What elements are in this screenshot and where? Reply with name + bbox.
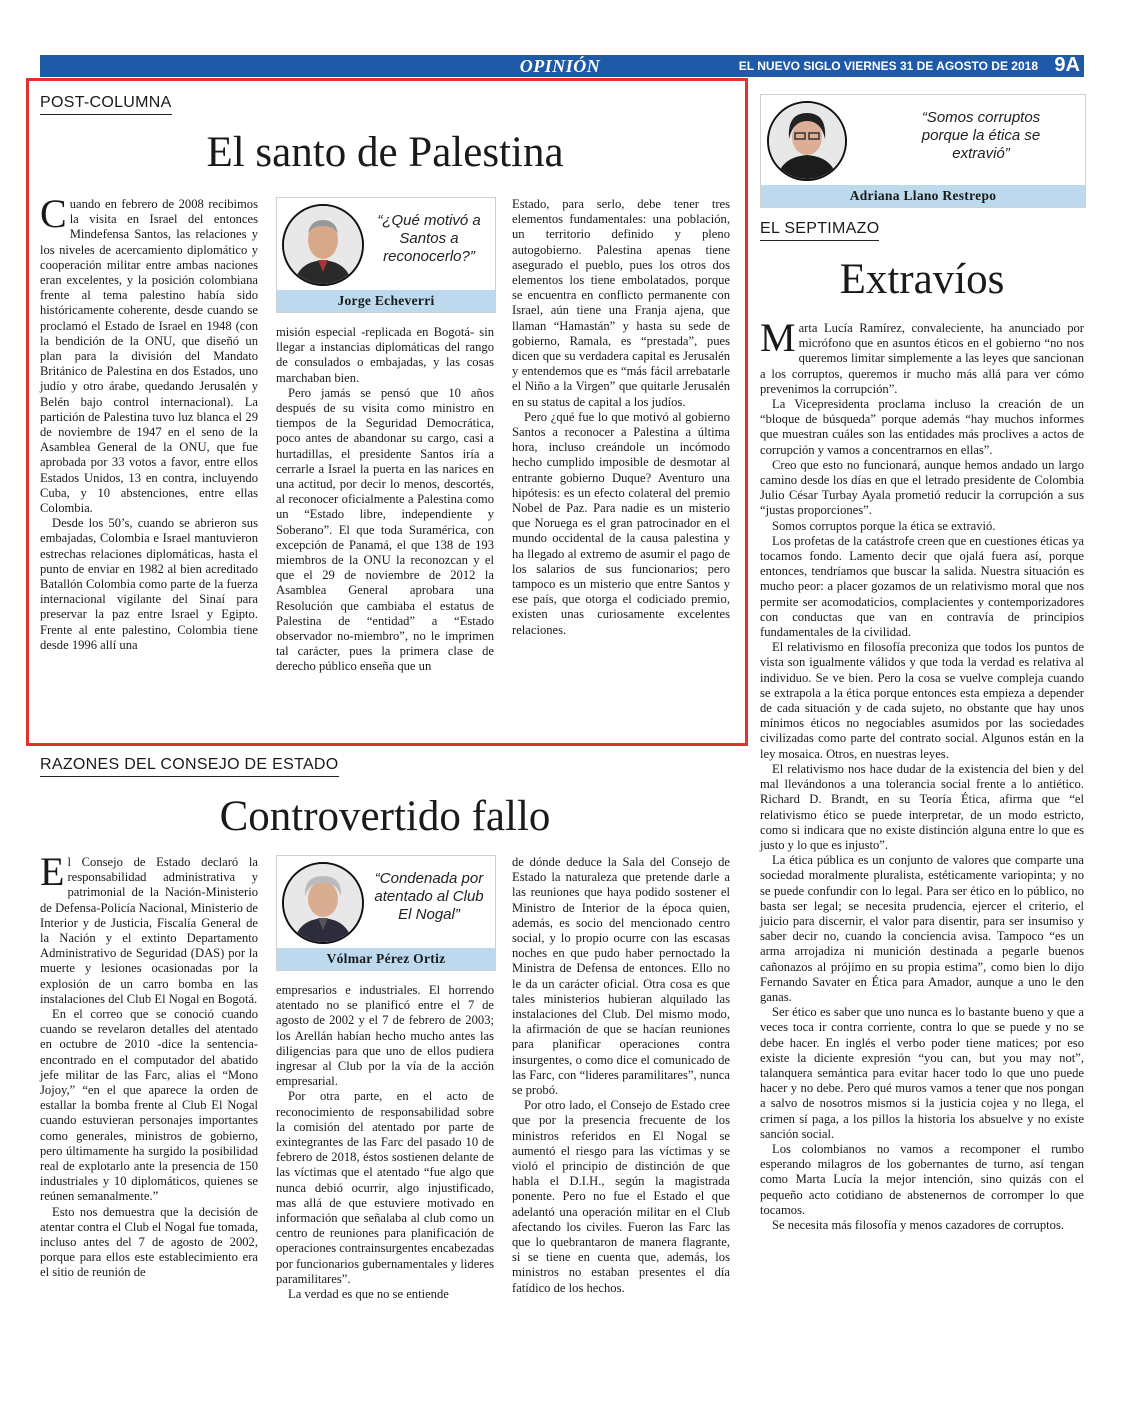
article2-column-2 bbox=[276, 983, 494, 1302]
article1-column-1 bbox=[40, 191, 258, 653]
paragraph: Pero jamás se pensó que 10 años después de su visita como ministro en tiempos de la Seguridad Democrática, poco antes de abandonar su cargo, casi a hurtadillas, el presidente Santos iría a cerrarle a Israel la puerta en las narices en una actitud, por decir lo menos, descortés, al reconocer oficialmente a Palestina como un “Estado libre, independiente y Soberano”. El que toda Suramérica, con excepción de Panamá, el que 138 de 193 miembros de la ONU la reconozcan y el que el 29 de noviembre de 2012 la Asamblea General aprobara una Resolución que cambiaba el estatus de Palestina de “entidad” a “Estado observador no-miembro”, no le imprimen tal carácter, pues la primera clase de derecho público enseña que un bbox=[276, 385, 494, 674]
author-box-volmar-perez bbox=[276, 855, 496, 971]
article-title-extravios: Extravíos bbox=[839, 256, 1005, 303]
page-number: 9A bbox=[1054, 54, 1080, 76]
paragraph: Pero ¿qué fue lo que motivó al gobierno Santos a reconocer a Palestina a última hora, incluso creándole un incómodo hecho cumplido imposible de desmotar al entrante gobierno Duque? Aventuro una hipótesis: es un efecto colateral del premio Nobel de Paz. Para nadie es un misterio que Noruega es el gran patrocinador en el mundo occidental de la causa palestina y ha llegado al extremo de asumir el pago de los salarios de sus funcionarios; pero tampoco es un misterio que entre Santos y ese país, que otorga el codiciado premio, existen unas curiosamente excelentes relaciones. bbox=[512, 409, 730, 637]
kicker-razones-consejo: RAZONES DEL CONSEJO DE ESTADO bbox=[40, 755, 339, 777]
paragraph: Creo que esto no funcionará, aunque hemos andado un largo camino desde los días en que el letrado presidente de Colombia Julio César Turbay Ayala prometió reducir la corrupción a sus “justas proporciones”. bbox=[760, 457, 1084, 518]
portrait-icon bbox=[284, 206, 362, 284]
portrait-icon bbox=[284, 864, 362, 942]
paragraph: La Vicepresidenta proclama incluso la creación de un “bloque de búsqueda” porque además “hay muchos informes que muestran cuáles son las entidades más proclives a actos de corrupción y vamos a concentrarnos en ellas”. bbox=[760, 397, 1084, 457]
paragraph: uando en febrero de 2008 recibimos la visita en Israel del entonces Mindefensa Santos, las relaciones y los niveles de acercamiento diplomático y cooperación militar entre ambas naciones eran excelentes, y la posición colombiana frente al tema palestino había sido históricamente coherente, desde cuando se proclamó el Estado de Israel en 1948 (con la bendición de la ONU, que diseñó un plan para la división del Mandato Británico de Palestina en dos Estados, uno judío y otro árabe, quedando Jerusalén y Belén bajo control internacional). La partición de Palestina tuvo luz blanca el 29 de noviembre de 1947 en el seno de la Asamblea General de la ONU, que fue aprobada por 33 votos a favor, entre ellos Estados Unidos, 13 en contra, incluyendo Cuba, y 10 abstenciones, entre ellas Colombia. bbox=[40, 197, 258, 516]
paragraph: Ser ético es saber que uno nunca es lo bastante bueno y que a veces toca ir contra corriente, contra lo que se puede y no se debe hacer. En inglés el verbo poder tiene matices; por eso existe la diciente expresión “you can, but you may not”, talanquera semántica para evitar hacer todo lo que uno puede hacer y no debe. Pero qué muros vamos a tener que nos pongan a salvo de nosotros mismos si la justicia cojea y no llega, el crimen sí paga, a los pillos la historia los absuelve y no existe sanción social. bbox=[760, 1005, 1084, 1141]
paragraph: El relativismo nos hace dudar de la existencia del bien y del mal llevándonos a una tolerancia social frente a lo antiético. Richard D. Brandt, en su Teoría Ética, afirma que “el relativismo ético se puede interpretar, de un modo estricto, como si indicara que no existe distinción alguna entre lo que es justo y lo que es injusto”. bbox=[760, 761, 1084, 852]
author-quote: “Condenada por atentado al Club El Nogal” bbox=[374, 870, 484, 923]
author-box-adriana-llano bbox=[760, 94, 1086, 208]
paragraph: Los profetas de la catástrofe creen que en cuestiones éticas ya tocamos fondo. Lamento decir que ojalá fuera así, porque entonces, tendríamos que buscar la salida. Nuestra situación es mucho peor: a placer gozamos de un relativismo moral que nos permite ser acomodaticios, complacientes y contemporizadores con conductas que van en contravía de principios fundamentales de la civilidad. bbox=[760, 533, 1084, 640]
article3-column bbox=[760, 315, 1084, 1233]
paragraph: empresarios e industriales. El horrendo atentado no se planificó entre el 7 de agosto de 2002 y el 7 de febrero de 2003; los Arellán habían hecho mucho antes las diligencias para que uno de ellos pudiera ingresar al Club por la vía de la acción empresarial. bbox=[276, 983, 494, 1089]
author-photo bbox=[282, 862, 364, 944]
paragraph: Se necesita más filosofía y menos cazadores de corruptos. bbox=[772, 1217, 1065, 1232]
paragraph: Somos corruptos porque la ética se extravió. bbox=[772, 518, 996, 533]
paragraph: Por otro lado, el Consejo de Estado cree que por la presencia frecuente de los ministros referidos en El Nogal se aumentó el riesgo para las víctimas y se violó el principio de distinción de que habla el D.I.H., según la magistrada ponente. Pero no fue el Estado el que adelantó una operación militar en el Club afectando los civiles. Fueron las Farc las que lo quebrantaron de manera flagrante, si se tiene en cuenta que, además, los ministros no estaban presentes el día fatídico de los hechos. bbox=[512, 1098, 730, 1295]
paragraph: Esto nos demuestra que la decisión de atentar contra el Club el Nogal fue tomada, incluso antes del 7 de agosto de 2002, porque para ellos este establecimiento era el sitio de reunión de bbox=[40, 1204, 258, 1280]
paragraph: de dónde deduce la Sala del Consejo de Estado la naturaleza que pretende darle a las reuniones que haya podido sostener el Ministro de Interior de la época quien, además, es socio del mencionado centro social, y lo propio ocurre con las escasas noches en que pudo haber pernoctado la Ministra de Defensa de entonces. Ello no le da un carácter oficial. Otra cosa es que tales ministerios hubieran alquilado las instalaciones del Club. Del mismo modo, la afirmación de que se hacían reuniones para planificar operaciones contra insurgentes, o como dice el comunicado de las Farc, con “lideres paramilitares”, nunca se probó. bbox=[512, 855, 730, 1098]
kicker-el-septimazo: EL SEPTIMAZO bbox=[760, 219, 879, 241]
paragraph: La ética pública es un conjunto de valores que comparte una sociedad moralmente pluralista, estéticamente variopinta; y no se puede confundir con lo legal. Para ser ético en lo público, no basta ser legal; se necesita prudencia, ejercer el criterio, el juicio para discernir, el valor para disentir, para ser insumiso y saber decir no, cuando la conciencia avisa. Tampoco “es un arma arrojadiza ni munición destinada a pegarle buenos cañonazos al prójimo en su propia estima”, como bien lo dijo Fernando Savater en Ética para Amador, aunque a uno le den ganas. bbox=[760, 853, 1084, 1004]
article2-column-3 bbox=[512, 855, 730, 1296]
dropcap: E bbox=[40, 849, 65, 894]
paragraph: Los colombianos no vamos a recomponer el rumbo esperando milagros de los gobernantes de turno, así tengan como Marta Lucía la mejor intención, sino quizás con el pequeño acto cotidiano de abstenernos de corromper lo que tocamos. bbox=[760, 1141, 1084, 1217]
kicker-post-columna: POST-COLUMNA bbox=[40, 93, 172, 115]
article2-column-1 bbox=[40, 849, 258, 1281]
author-photo bbox=[282, 204, 364, 286]
author-box-jorge-echeverri bbox=[276, 197, 496, 313]
author-name: Jorge Echeverri bbox=[277, 290, 495, 312]
masthead-date: EL NUEVO SIGLO VIERNES 31 DE AGOSTO DE 2018 bbox=[738, 59, 1038, 73]
dropcap: C bbox=[40, 191, 67, 236]
paragraph: Estado, para serlo, debe tener tres elementos fundamentales: una población, un territorio definido y pleno autogobierno. Palestina apenas tiene asegurado el pueblo, pues los otros dos elementos los tiene embolatados, porque se encuentra en conflicto permanente con Israel, aún tiene una Franja ajena, que llaman “Hamastán” y hasta su sede de gobierno, Ramala, es “prestada”, pues dicen que su verdadera capital es Jerusalén y entendemos que es “más fácil arrebatarle el Niño a la Virgen” que quitarle Jerusalén en su status de capital a los judíos. bbox=[512, 197, 730, 409]
paragraph: l Consejo de Estado declaró la responsabilidad administrativa y patrimonial de la Nación-Ministerio de Defensa-Policía Nacional, Ministerio de Interior y de Justicia, Fiscalía General de la Nación y el extinto Departamento Administrativo de Seguridad (DAS) por la muerte y lesiones ocasionadas por la explosión de un carro bomba en las instalaciones del Club El Nogal en Bogotá. bbox=[40, 855, 258, 1006]
author-quote: “Somos corruptos porque la ética se extravió” bbox=[921, 109, 1041, 162]
author-quote: “¿Qué motivó a Santos a reconocerlo?” bbox=[377, 212, 481, 265]
section-name: OPINIÓN bbox=[519, 56, 601, 76]
paragraph: Por otra parte, en el acto de reconocimiento de responsabilidad sobre la comisión del atentado por parte de exintegrantes de las Farc del pasado 10 de febrero de 2018, éstos sostienen delante de las víctimas que el atentado “fue algo que nunca debió ocurrir, algo injustificado, mas allá de que estuviere motivado en información que señalaba al club como un centro de reuniones para planificación de operaciones contrainsurgentes encabezadas por funcionarios gubernamentales y lideres paramilitares”. bbox=[276, 1089, 494, 1286]
article-title-santo-palestina: El santo de Palestina bbox=[206, 129, 564, 176]
portrait-icon bbox=[769, 103, 845, 179]
paragraph: Desde los 50’s, cuando se abrieron sus embajadas, Colombia e Israel mantuvieron estrechas relaciones diplomáticas, hasta el punto de enviar en 1982 al bien acreditado Batallón Colombia como parte de la fuerza internacional vigilante del Sinaí para preservar la paz entre Israel y Egipto. Frente al ente palestino, Colombia tiene desde 1996 allí una bbox=[40, 516, 258, 652]
article1-column-2 bbox=[276, 325, 494, 675]
paragraph: La verdad es que no se entiende bbox=[288, 1287, 449, 1302]
dropcap: M bbox=[760, 315, 796, 360]
paragraph: arta Lucía Ramírez, convaleciente, ha anunciado por micrófono que en asuntos éticos en el gobierno “no nos queremos limitar simplemente a las leyes que sancionan a los corruptos, queremos ir mucho más allá para ver cómo prevenimos la corrupción”. bbox=[760, 321, 1084, 396]
author-name: Adriana Llano Restrepo bbox=[761, 185, 1085, 207]
paragraph: En el correo que se conoció cuando cuando se revelaron detalles del atentado en octubre de 2010 -dice la sentencia- encontrado en el computador del abatido jefe militar de las Farc, alias el “Mono Jojoy,” “en el que aparece la orden de estallar la bomba frente al Club El Nogal cuando estuvieran personajes importantes como generales, ministros de gobierno, pero últimamente ha surgido la posibilidad real de explotarlo ante la presencia de 150 industriales y 10 diplomáticos, quienes se reúnen semanalmente.” bbox=[40, 1007, 258, 1204]
paragraph: misión especial -replicada en Bogotá- sin llegar a instancias diplomáticas del rango de consulados o embajadas, y las cosas marchaban bien. bbox=[276, 325, 494, 385]
article1-column-3 bbox=[512, 197, 730, 638]
author-name: Vólmar Pérez Ortiz bbox=[277, 948, 495, 970]
author-photo bbox=[767, 101, 847, 181]
article-title-controvertido-fallo: Controvertido fallo bbox=[219, 793, 551, 840]
paragraph: El relativismo en filosofía preconiza que todos los puntos de vista son igualmente válidos y que toda la verdad es relativa al individuo. Se ve bien. Pero la cosa se vuelve compleja cuando se extrapola a la ética porque entonces esta empieza a depender de cada situación y de cada sujeto, no obstante que hay unos mínimos éticos no negociables asumidos por las sociedades civilizadas como parte del contrato social. Algunos están en la ley mosaica. Otros, en nuestras leyes. bbox=[760, 640, 1084, 761]
